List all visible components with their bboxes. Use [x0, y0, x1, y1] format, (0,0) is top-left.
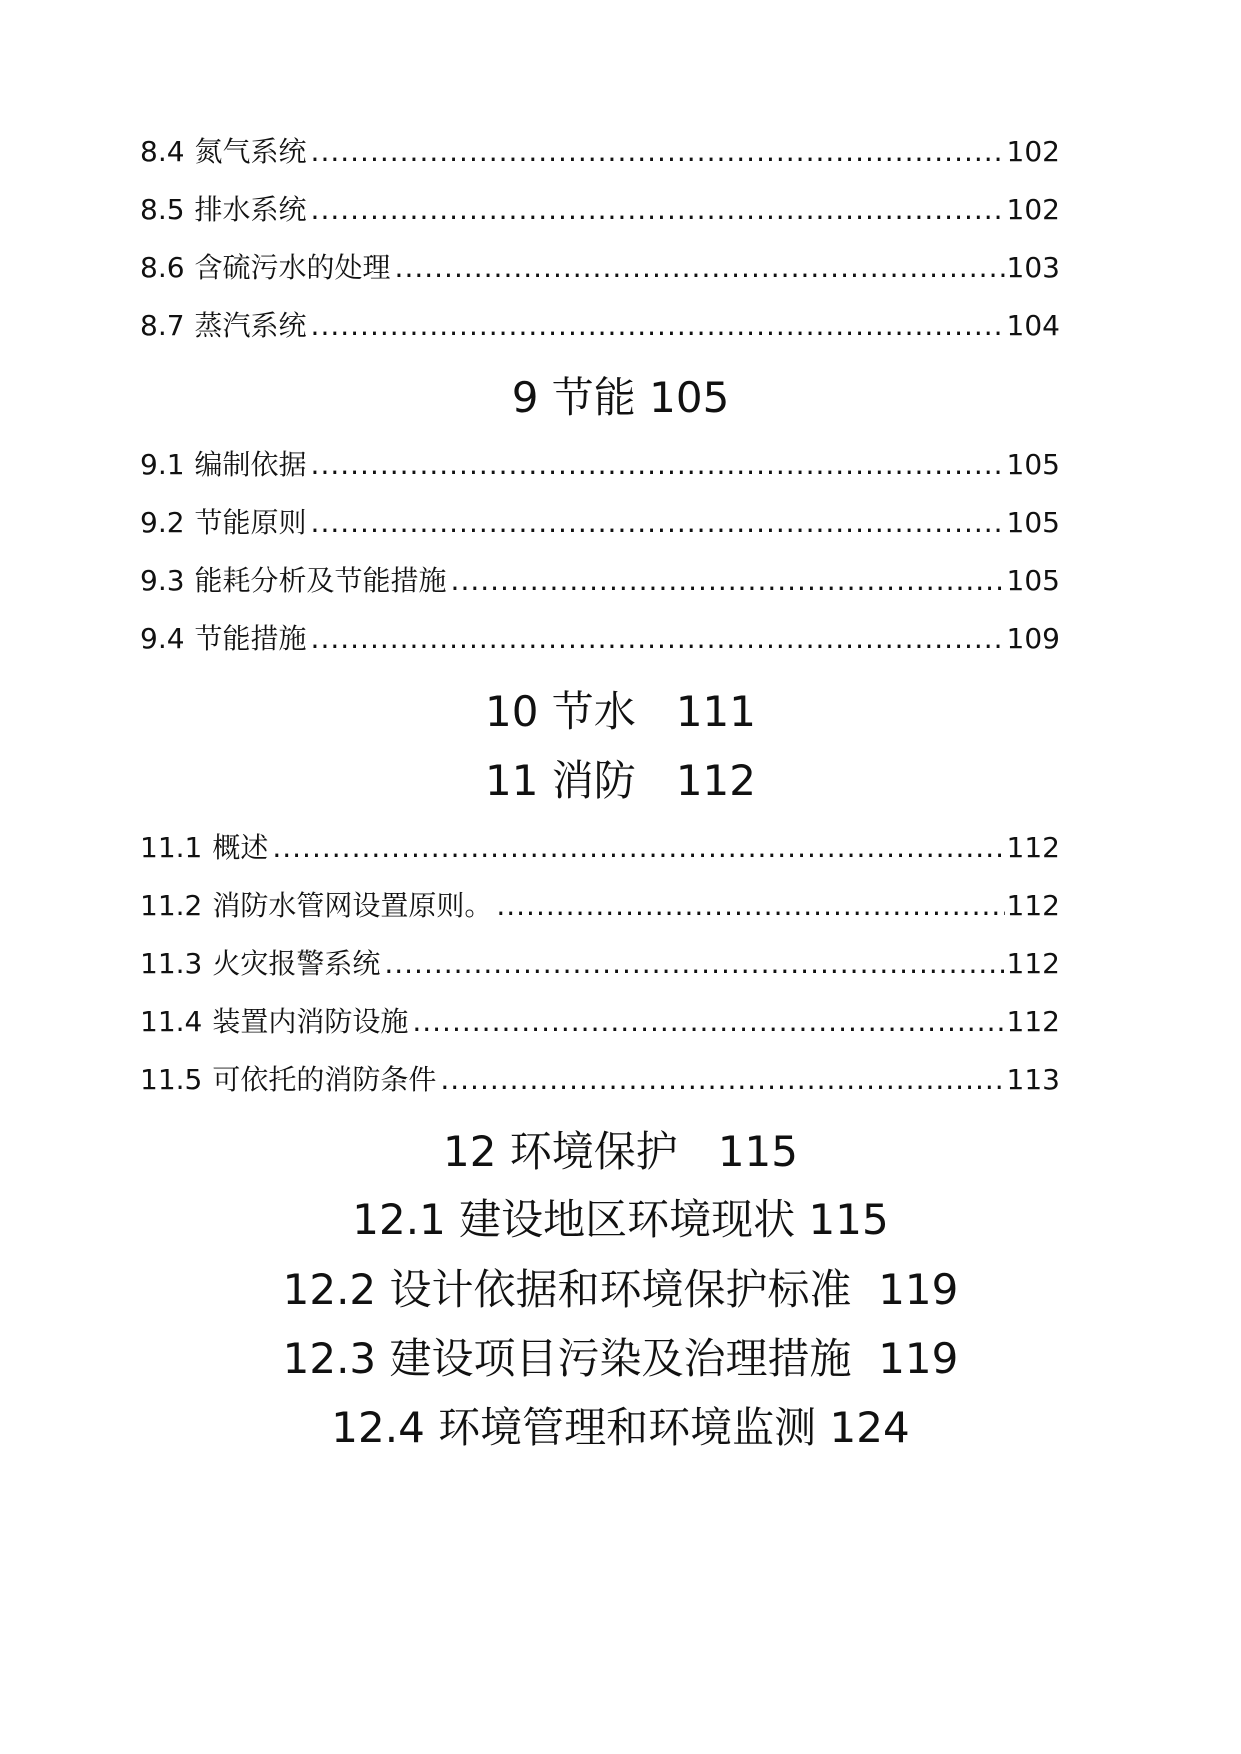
toc-entry-title: 装置内消防设施	[212, 1005, 409, 1038]
toc-entry-title: 蒸汽系统	[194, 309, 307, 342]
dot-leader	[496, 886, 1004, 926]
dot-leader	[311, 306, 1005, 346]
toc-entry-number: 8.5	[140, 193, 185, 226]
chapter-heading-text: 10 节水 111	[484, 687, 756, 736]
dot-leader	[311, 619, 1005, 659]
toc-entry-11-3[interactable]	[140, 944, 1060, 984]
section-heading-12-4[interactable]	[0, 1398, 1241, 1458]
chapter-heading-10[interactable]	[0, 682, 1241, 742]
section-heading-text: 12.3 建设项目污染及治理措施 119	[282, 1334, 959, 1383]
dot-leader	[311, 445, 1005, 485]
dot-leader	[272, 828, 1004, 868]
dot-leader	[451, 561, 1005, 601]
dot-leader	[311, 503, 1005, 543]
chapter-heading-text: 11 消防 112	[484, 756, 756, 805]
toc-entry-number: 9.2	[140, 506, 185, 539]
toc-entry-11-1[interactable]	[140, 828, 1060, 868]
toc-entry-8-4[interactable]	[140, 132, 1060, 172]
toc-entry-number: 9.3	[140, 564, 185, 597]
dot-leader	[384, 944, 1004, 984]
toc-entry-8-6[interactable]	[140, 248, 1060, 288]
dot-leader	[440, 1060, 1004, 1100]
chapter-heading-text: 9 节能 105	[511, 373, 730, 422]
toc-entry-number: 11.1	[140, 831, 203, 864]
section-heading-12-1[interactable]	[0, 1190, 1241, 1250]
toc-entry-page: 102	[1006, 135, 1060, 168]
toc-entry-title: 氮气系统	[194, 135, 307, 168]
toc-entry-number: 8.6	[140, 251, 185, 284]
toc-entry-page: 113	[1006, 1063, 1060, 1096]
section-heading-text: 12.2 设计依据和环境保护标准 119	[282, 1265, 959, 1314]
toc-entry-9-3[interactable]	[140, 561, 1060, 601]
chapter-heading-text: 12 环境保护 115	[442, 1127, 798, 1176]
section-heading-12-3[interactable]	[0, 1329, 1241, 1389]
toc-entry-page: 112	[1006, 947, 1060, 980]
dot-leader	[311, 190, 1005, 230]
toc-entry-page: 112	[1006, 831, 1060, 864]
toc-entry-title: 含硫污水的处理	[194, 251, 391, 284]
toc-entry-page: 104	[1006, 309, 1060, 342]
toc-entry-title: 概述	[212, 831, 269, 864]
toc-entry-11-4[interactable]	[140, 1002, 1060, 1042]
toc-entry-page: 109	[1006, 622, 1060, 655]
section-heading-text: 12.1 建设地区环境现状 115	[352, 1195, 889, 1244]
toc-entry-8-5[interactable]	[140, 190, 1060, 230]
toc-entry-number: 9.1	[140, 448, 185, 481]
dot-leader	[395, 248, 1005, 288]
toc-entry-title: 排水系统	[194, 193, 307, 226]
toc-entry-page: 105	[1006, 448, 1060, 481]
toc-entry-title: 消防水管网设置原则。	[212, 889, 493, 922]
chapter-heading-11[interactable]	[0, 751, 1241, 811]
toc-entry-9-4[interactable]	[140, 619, 1060, 659]
toc-entry-title: 能耗分析及节能措施	[194, 564, 447, 597]
toc-entry-number: 8.4	[140, 135, 185, 168]
section-heading-12-2[interactable]	[0, 1260, 1241, 1320]
toc-entry-title: 火灾报警系统	[212, 947, 381, 980]
toc-entry-11-5[interactable]	[140, 1060, 1060, 1100]
section-heading-text: 12.4 环境管理和环境监测 124	[331, 1403, 910, 1452]
chapter-heading-9[interactable]	[0, 368, 1241, 428]
toc-entry-8-7[interactable]	[140, 306, 1060, 346]
toc-entry-number: 9.4	[140, 622, 185, 655]
toc-entry-title: 节能措施	[194, 622, 307, 655]
dot-leader	[412, 1002, 1004, 1042]
chapter-heading-12[interactable]	[0, 1122, 1241, 1182]
toc-entry-page: 103	[1006, 251, 1060, 284]
toc-entry-page: 112	[1006, 1005, 1060, 1038]
toc-entry-number: 8.7	[140, 309, 185, 342]
toc-entry-page: 105	[1006, 506, 1060, 539]
toc-entry-11-2[interactable]	[140, 886, 1060, 926]
toc-entry-number: 11.4	[140, 1005, 203, 1038]
toc-entry-page: 112	[1006, 889, 1060, 922]
toc-entry-title: 节能原则	[194, 506, 307, 539]
toc-entry-title: 编制依据	[194, 448, 307, 481]
dot-leader	[311, 132, 1005, 172]
toc-entry-number: 11.3	[140, 947, 203, 980]
toc-entry-9-1[interactable]	[140, 445, 1060, 485]
toc-entry-page: 102	[1006, 193, 1060, 226]
toc-entry-number: 11.5	[140, 1063, 203, 1096]
toc-entry-9-2[interactable]	[140, 503, 1060, 543]
toc-entry-page: 105	[1006, 564, 1060, 597]
toc-entry-title: 可依托的消防条件	[212, 1063, 437, 1096]
toc-entry-number: 11.2	[140, 889, 203, 922]
